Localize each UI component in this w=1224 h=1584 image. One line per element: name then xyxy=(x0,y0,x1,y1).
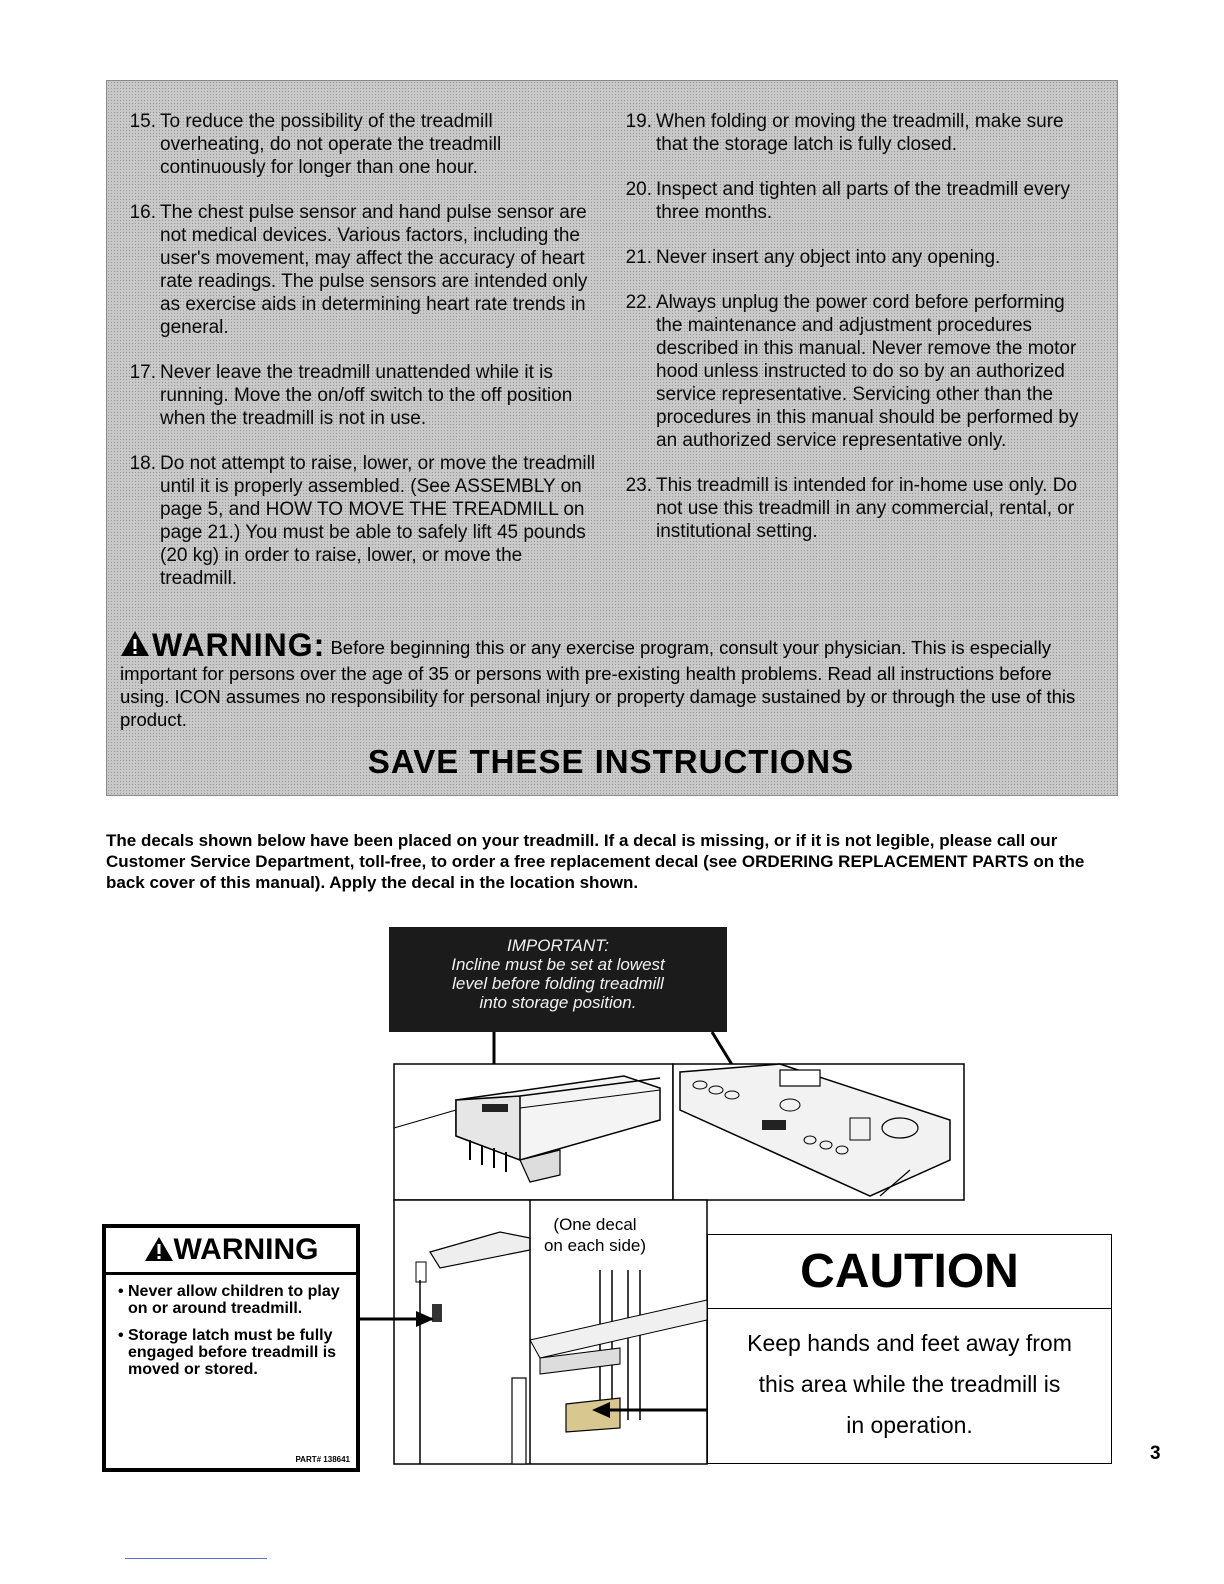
warning-label: WARNING: xyxy=(152,627,326,663)
warning-decal-header xyxy=(106,1228,356,1275)
important-title: IMPORTANT: xyxy=(507,936,609,955)
safety-item: 23. This treadmill is intended for in-home use only. Do not use this treadmill in any commercial, rental, or institutional setting. xyxy=(625,475,1078,542)
safety-item: 17. Never leave the treadmill unattended while it is running. Move the on/off switch to the off position when the treadmill is not in use. xyxy=(129,362,573,429)
caution-title: CAUTION xyxy=(708,1235,1111,1309)
caution-decal xyxy=(707,1234,1112,1464)
safety-item: 22. Always unplug the power cord before performing the maintenance and adjustment procedures described in this manual. Never remove the motor hood unless instructed to do so by an authorized service representative. Servicing other than the procedures in this manual should be performed by an authorized service representative only. xyxy=(625,292,1079,451)
decal-intro-text: The decals shown below have been placed on your treadmill. If a decal is missing, or if it is not legible, please call our Customer Service Department, toll-free, to order a free replacement decal (see ORDERING REPLACEMENT PARTS on the back cover of this manual). Apply the decal in the location shown. xyxy=(106,831,1085,892)
warning-triangle-icon xyxy=(144,1233,174,1266)
part-number: PART# 138641 xyxy=(295,1455,350,1464)
page-number: 3 xyxy=(1150,1443,1161,1464)
important-line: into storage position. xyxy=(479,993,637,1012)
warning-decal-body xyxy=(106,1275,356,1378)
important-line: Incline must be set at lowest xyxy=(451,955,665,974)
one-decal-each-side-note: (One decal on each side) xyxy=(532,1214,658,1256)
safety-item: 15. To reduce the possibility of the treadmill overheating, do not operate the treadmill continuously for longer than one hour. xyxy=(129,111,502,178)
warning-decal-item: • Storage latch must be fully engaged before treadmill is moved or stored. xyxy=(118,1327,337,1378)
warning-decal-title: WARNING xyxy=(173,1233,319,1266)
safety-item: 19. When folding or moving the treadmill, make sure that the storage latch is fully closed. xyxy=(625,111,1064,155)
warning-text: Before beginning this or any exercise program, consult your physician. This is especially important for persons over the age of 35 or persons with pre-existing health problems. Read all instructions before using. ICON assumes no responsibility for personal injury or property damage sustained by or through the use of this product. xyxy=(120,637,1076,730)
safety-item: 21. Never insert any object into any opening. xyxy=(625,247,1001,268)
warning-decal xyxy=(102,1224,360,1472)
safety-item: 20. Inspect and tighten all parts of the treadmill every three months. xyxy=(625,179,1071,223)
save-instructions-heading: SAVE THESE INSTRUCTIONS xyxy=(367,743,855,780)
warning-decal-item: • Never allow children to play on or around treadmill. xyxy=(118,1283,340,1317)
important-line: level before folding treadmill xyxy=(452,974,664,993)
caution-body: Keep hands and feet away from this area while the treadmill is in operation. xyxy=(747,1330,1072,1438)
safety-item: 18. Do not attempt to raise, lower, or move the treadmill until it is properly assembled. (See ASSEMBLY on page 5, and HOW TO MOVE THE TREADMILL on page 21.) You must be able to safely lift 45 pounds (20 kg) in order to raise, lower, or move the treadmill. xyxy=(129,453,596,589)
underline-mark xyxy=(125,1558,267,1559)
safety-item: 16. The chest pulse sensor and hand pulse sensor are not medical devices. Various factors, including the user's movement, may affect the accuracy of heart rate readings. The pulse sensors are intended only as exercise aids in determining heart rate trends in general. xyxy=(129,202,588,338)
